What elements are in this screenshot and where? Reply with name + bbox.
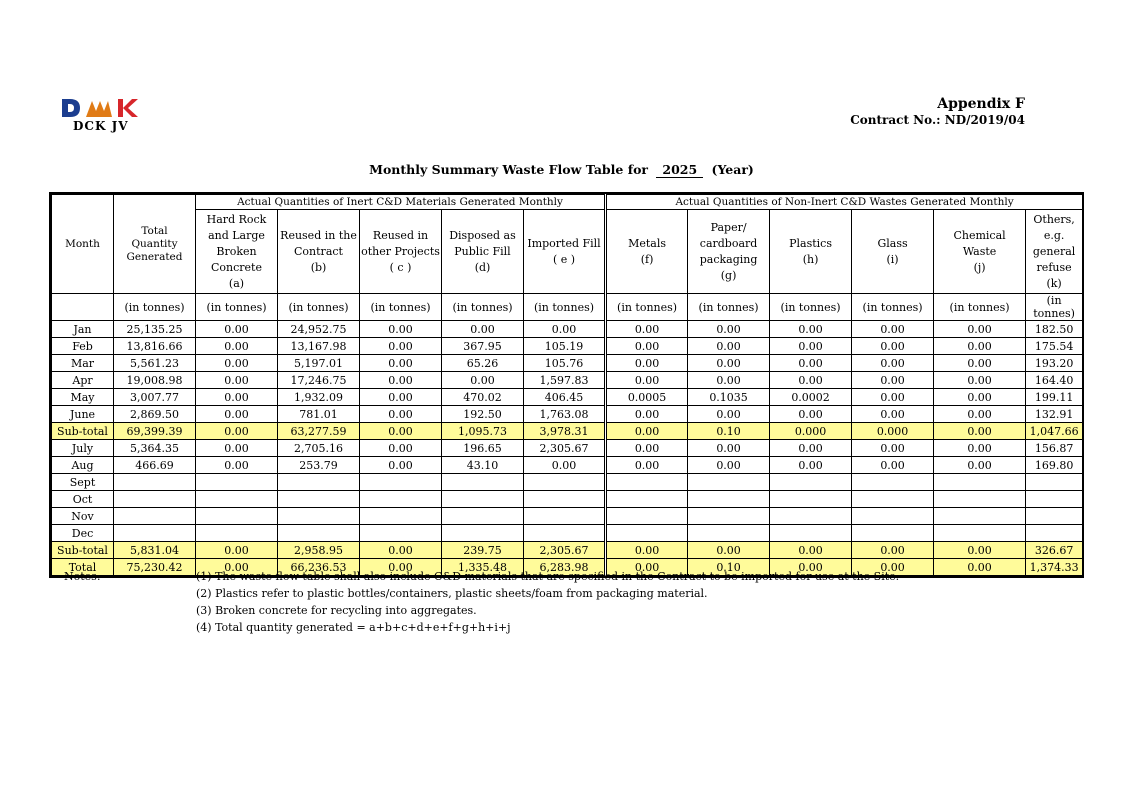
value-cell: 6,283.98	[524, 559, 606, 576]
table-row	[52, 491, 1083, 508]
month-cell: Sub-total	[52, 423, 114, 440]
value-cell: 0.00	[360, 440, 442, 457]
value-cell	[524, 491, 606, 508]
value-cell: 239.75	[442, 542, 524, 559]
value-cell: 132.91	[1026, 406, 1083, 423]
value-cell: 5,831.04	[114, 542, 196, 559]
value-cell: 0.00	[360, 457, 442, 474]
value-cell: 5,561.23	[114, 355, 196, 372]
value-cell: 0.00	[360, 389, 442, 406]
waste-flow-table	[51, 194, 1083, 576]
value-cell: 0.00	[196, 423, 278, 440]
value-cell: 0.00	[934, 457, 1026, 474]
value-cell: 25,135.25	[114, 321, 196, 338]
value-cell: 0.00	[196, 338, 278, 355]
value-cell: 0.00	[606, 423, 688, 440]
table-row	[52, 474, 1083, 491]
value-cell: 0.00	[196, 559, 278, 576]
value-cell: 65.26	[442, 355, 524, 372]
value-cell	[770, 474, 852, 491]
value-cell: 0.00	[688, 542, 770, 559]
contract-number	[850, 113, 1025, 127]
value-cell: 0.00	[606, 321, 688, 338]
value-cell	[688, 491, 770, 508]
value-cell: 196.65	[442, 440, 524, 457]
value-cell: 0.00	[360, 559, 442, 576]
value-cell	[770, 525, 852, 542]
value-cell	[606, 491, 688, 508]
value-cell: 0.00	[852, 559, 934, 576]
value-cell: 0.00	[360, 338, 442, 355]
value-cell: 2,305.67	[524, 542, 606, 559]
value-cell: 66,236.53	[278, 559, 360, 576]
value-cell: 0.00	[934, 542, 1026, 559]
header-group-noninert: Actual Quantities of Non-Inert C&D Wastes Generated Monthly	[606, 195, 1083, 210]
value-cell	[852, 508, 934, 525]
value-cell: 17,246.75	[278, 372, 360, 389]
value-cell: 13,816.66	[114, 338, 196, 355]
value-cell	[114, 508, 196, 525]
value-cell: 0.00	[770, 355, 852, 372]
value-cell	[852, 525, 934, 542]
value-cell	[360, 508, 442, 525]
value-cell: 0.00	[196, 542, 278, 559]
value-cell: 0.00	[770, 542, 852, 559]
unit-label: (in tonnes)	[934, 294, 1026, 321]
value-cell: 0.00	[852, 355, 934, 372]
value-cell: 63,277.59	[278, 423, 360, 440]
value-cell: 0.0002	[770, 389, 852, 406]
header-col-d: Disposed as Public Fill (d)	[442, 210, 524, 294]
value-cell: 0.00	[688, 440, 770, 457]
unit-label: (in tonnes)	[524, 294, 606, 321]
value-cell: 1,763.08	[524, 406, 606, 423]
value-cell: 0.00	[196, 389, 278, 406]
value-cell: 0.00	[524, 457, 606, 474]
value-cell: 253.79	[278, 457, 360, 474]
value-cell	[524, 508, 606, 525]
value-cell	[934, 525, 1026, 542]
title-year: 2025	[656, 162, 703, 178]
value-cell: 0.00	[360, 406, 442, 423]
value-cell	[934, 508, 1026, 525]
value-cell: 0.00	[770, 406, 852, 423]
value-cell: 0.00	[442, 321, 524, 338]
unit-label: (in tonnes)	[852, 294, 934, 321]
value-cell: 193.20	[1026, 355, 1083, 372]
month-cell: Sub-total	[52, 542, 114, 559]
value-cell	[606, 508, 688, 525]
value-cell: 0.1035	[688, 389, 770, 406]
month-cell: Sept	[52, 474, 114, 491]
value-cell: 0.00	[852, 338, 934, 355]
value-cell	[278, 508, 360, 525]
table-row	[52, 372, 1083, 389]
value-cell	[196, 525, 278, 542]
value-cell: 0.00	[934, 559, 1026, 576]
value-cell: 156.87	[1026, 440, 1083, 457]
value-cell: 105.76	[524, 355, 606, 372]
value-cell: 1,932.09	[278, 389, 360, 406]
value-cell	[196, 474, 278, 491]
value-cell: 0.00	[934, 389, 1026, 406]
value-cell	[360, 525, 442, 542]
value-cell	[278, 525, 360, 542]
value-cell: 0.00	[196, 372, 278, 389]
value-cell: 0.00	[852, 372, 934, 389]
logo-text: DCK JV	[73, 119, 129, 133]
value-cell: 19,008.98	[114, 372, 196, 389]
unit-label: (in tonnes)	[114, 294, 196, 321]
month-cell: Apr	[52, 372, 114, 389]
value-cell: 1,597.83	[524, 372, 606, 389]
value-cell: 164.40	[1026, 372, 1083, 389]
value-cell: 2,305.67	[524, 440, 606, 457]
value-cell: 0.10	[688, 559, 770, 576]
value-cell: 0.00	[770, 457, 852, 474]
value-cell: 0.00	[852, 321, 934, 338]
contract-label: Contract No.:	[850, 113, 941, 127]
value-cell: 0.00	[770, 440, 852, 457]
value-cell: 0.00	[688, 372, 770, 389]
month-cell: Oct	[52, 491, 114, 508]
value-cell: 0.00	[606, 440, 688, 457]
value-cell	[442, 508, 524, 525]
value-cell: 0.00	[524, 321, 606, 338]
value-cell	[278, 474, 360, 491]
value-cell: 0.00	[934, 372, 1026, 389]
value-cell: 0.00	[770, 559, 852, 576]
value-cell	[278, 491, 360, 508]
value-cell: 0.00	[688, 338, 770, 355]
value-cell	[360, 474, 442, 491]
value-cell: 326.67	[1026, 542, 1083, 559]
month-cell: Jan	[52, 321, 114, 338]
value-cell: 0.00	[934, 423, 1026, 440]
value-cell: 0.00	[852, 440, 934, 457]
value-cell: 5,197.01	[278, 355, 360, 372]
value-cell: 0.00	[606, 355, 688, 372]
value-cell: 43.10	[442, 457, 524, 474]
value-cell: 169.80	[1026, 457, 1083, 474]
value-cell: 0.00	[606, 457, 688, 474]
value-cell	[442, 474, 524, 491]
table-row	[52, 525, 1083, 542]
value-cell: 0.00	[196, 457, 278, 474]
notes-list	[196, 570, 956, 638]
value-cell	[196, 508, 278, 525]
value-cell: 0.00	[934, 440, 1026, 457]
value-cell: 192.50	[442, 406, 524, 423]
value-cell: 0.00	[606, 406, 688, 423]
unit-label: (in tonnes)	[606, 294, 688, 321]
unit-label: (in tonnes)	[442, 294, 524, 321]
document-header	[850, 96, 1025, 127]
unit-label: (in tonnes)	[196, 294, 278, 321]
value-cell: 3,978.31	[524, 423, 606, 440]
value-cell: 0.00	[934, 355, 1026, 372]
value-cell	[688, 508, 770, 525]
dck-logo-icon	[60, 97, 144, 119]
value-cell	[688, 474, 770, 491]
notes-label: Notes:	[64, 570, 101, 583]
value-cell: 0.00	[360, 542, 442, 559]
note-item: (2) Plastics refer to plastic bottles/containers, plastic sheets/foam from packaging material.	[196, 587, 708, 600]
header-col-k: Others, e.g. general refuse (k)	[1026, 210, 1083, 294]
month-cell: Feb	[52, 338, 114, 355]
value-cell	[934, 491, 1026, 508]
header-col-f: Metals (f)	[606, 210, 688, 294]
value-cell: 0.00	[934, 338, 1026, 355]
value-cell	[606, 474, 688, 491]
value-cell: 0.0005	[606, 389, 688, 406]
value-cell	[688, 525, 770, 542]
value-cell	[524, 474, 606, 491]
value-cell	[1026, 491, 1083, 508]
table-row	[52, 406, 1083, 423]
value-cell	[524, 525, 606, 542]
appendix-label: Appendix F	[937, 96, 1025, 112]
value-cell: 470.02	[442, 389, 524, 406]
table-row	[52, 389, 1083, 406]
value-cell: 0.00	[688, 406, 770, 423]
value-cell: 0.00	[196, 355, 278, 372]
value-cell: 0.00	[196, 440, 278, 457]
table-row	[52, 542, 1083, 559]
value-cell	[114, 491, 196, 508]
month-cell: Mar	[52, 355, 114, 372]
value-cell: 0.00	[606, 559, 688, 576]
header-col-h: Plastics (h)	[770, 210, 852, 294]
value-cell	[934, 474, 1026, 491]
title-prefix: Monthly Summary Waste Flow Table for	[369, 162, 649, 177]
value-cell	[442, 491, 524, 508]
month-cell: May	[52, 389, 114, 406]
header-month: Month	[52, 195, 114, 294]
note-item: (4) Total quantity generated = a+b+c+d+e+f+g+h+i+j	[196, 621, 511, 634]
value-cell: 2,958.95	[278, 542, 360, 559]
value-cell: 1,374.33	[1026, 559, 1083, 576]
value-cell: 0.00	[360, 423, 442, 440]
value-cell	[770, 491, 852, 508]
table-row	[52, 423, 1083, 440]
header-total: Total Quantity Generated	[114, 195, 196, 294]
value-cell: 0.00	[360, 355, 442, 372]
contract-value: ND/2019/04	[944, 113, 1025, 127]
month-cell: June	[52, 406, 114, 423]
value-cell	[360, 491, 442, 508]
value-cell: 0.000	[852, 423, 934, 440]
value-cell: 3,007.77	[114, 389, 196, 406]
value-cell: 0.00	[934, 406, 1026, 423]
value-cell	[606, 525, 688, 542]
value-cell: 0.00	[852, 389, 934, 406]
company-logo	[60, 97, 144, 137]
value-cell: 0.00	[934, 321, 1026, 338]
header-col-j: Chemical Waste (j)	[934, 210, 1026, 294]
value-cell	[770, 508, 852, 525]
note-item: (3) Broken concrete for recycling into aggregates.	[196, 604, 477, 617]
value-cell: 0.00	[606, 372, 688, 389]
header-col-e: Imported Fill ( e )	[524, 210, 606, 294]
value-cell: 2,869.50	[114, 406, 196, 423]
value-cell: 0.00	[196, 321, 278, 338]
value-cell: 466.69	[114, 457, 196, 474]
value-cell: 0.00	[852, 542, 934, 559]
table-row	[52, 440, 1083, 457]
title-suffix: (Year)	[711, 162, 754, 177]
month-cell: Nov	[52, 508, 114, 525]
value-cell	[114, 474, 196, 491]
value-cell: 0.00	[688, 355, 770, 372]
value-cell: 13,167.98	[278, 338, 360, 355]
value-cell: 0.10	[688, 423, 770, 440]
table-row	[52, 508, 1083, 525]
value-cell: 75,230.42	[114, 559, 196, 576]
value-cell: 0.00	[360, 372, 442, 389]
header-col-a: Hard Rock and Large Broken Concrete (a)	[196, 210, 278, 294]
value-cell: 182.50	[1026, 321, 1083, 338]
value-cell: 0.00	[360, 321, 442, 338]
value-cell: 0.00	[688, 457, 770, 474]
value-cell: 0.00	[770, 321, 852, 338]
unit-label: (in tonnes)	[360, 294, 442, 321]
value-cell: 367.95	[442, 338, 524, 355]
value-cell: 0.00	[606, 338, 688, 355]
value-cell	[852, 474, 934, 491]
unit-label: (in tonnes)	[688, 294, 770, 321]
month-cell: Aug	[52, 457, 114, 474]
unit-label: (in tonnes)	[278, 294, 360, 321]
table-row	[52, 321, 1083, 338]
waste-flow-table-frame	[49, 192, 1084, 578]
table-row	[52, 355, 1083, 372]
value-cell: 175.54	[1026, 338, 1083, 355]
value-cell: 0.00	[770, 372, 852, 389]
value-cell: 0.00	[852, 406, 934, 423]
header-col-g: Paper/ cardboard packaging (g)	[688, 210, 770, 294]
value-cell: 24,952.75	[278, 321, 360, 338]
table-row	[52, 457, 1083, 474]
value-cell	[114, 525, 196, 542]
value-cell	[196, 491, 278, 508]
value-cell: 1,047.66	[1026, 423, 1083, 440]
page-title	[0, 162, 1123, 178]
header-group-inert: Actual Quantities of Inert C&D Materials Generated Monthly	[196, 195, 606, 210]
value-cell	[1026, 474, 1083, 491]
month-cell: July	[52, 440, 114, 457]
table-body	[52, 321, 1083, 576]
value-cell: 406.45	[524, 389, 606, 406]
unit-blank	[52, 294, 114, 321]
header-col-i: Glass (i)	[852, 210, 934, 294]
value-cell: 199.11	[1026, 389, 1083, 406]
value-cell	[1026, 525, 1083, 542]
month-cell: Dec	[52, 525, 114, 542]
value-cell: 1,095.73	[442, 423, 524, 440]
value-cell: 0.00	[606, 542, 688, 559]
value-cell	[852, 491, 934, 508]
unit-label: (in tonnes)	[770, 294, 852, 321]
value-cell	[442, 525, 524, 542]
value-cell: 781.01	[278, 406, 360, 423]
value-cell: 0.00	[688, 321, 770, 338]
value-cell: 0.00	[442, 372, 524, 389]
value-cell: 0.00	[196, 406, 278, 423]
value-cell: 1,335.48	[442, 559, 524, 576]
value-cell: 0.000	[770, 423, 852, 440]
value-cell: 0.00	[770, 338, 852, 355]
unit-label: (in tonnes)	[1026, 294, 1083, 321]
value-cell: 5,364.35	[114, 440, 196, 457]
value-cell: 0.00	[852, 457, 934, 474]
value-cell: 2,705.16	[278, 440, 360, 457]
header-col-b: Reused in the Contract (b)	[278, 210, 360, 294]
value-cell: 105.19	[524, 338, 606, 355]
month-cell: Total	[52, 559, 114, 576]
value-cell: 69,399.39	[114, 423, 196, 440]
table-row	[52, 338, 1083, 355]
header-col-c: Reused in other Projects ( c )	[360, 210, 442, 294]
value-cell	[1026, 508, 1083, 525]
note-item: (1) The waste flow table shall also include C&D materials that are specified in the Contract to be imported for use at the Site.	[196, 570, 900, 583]
